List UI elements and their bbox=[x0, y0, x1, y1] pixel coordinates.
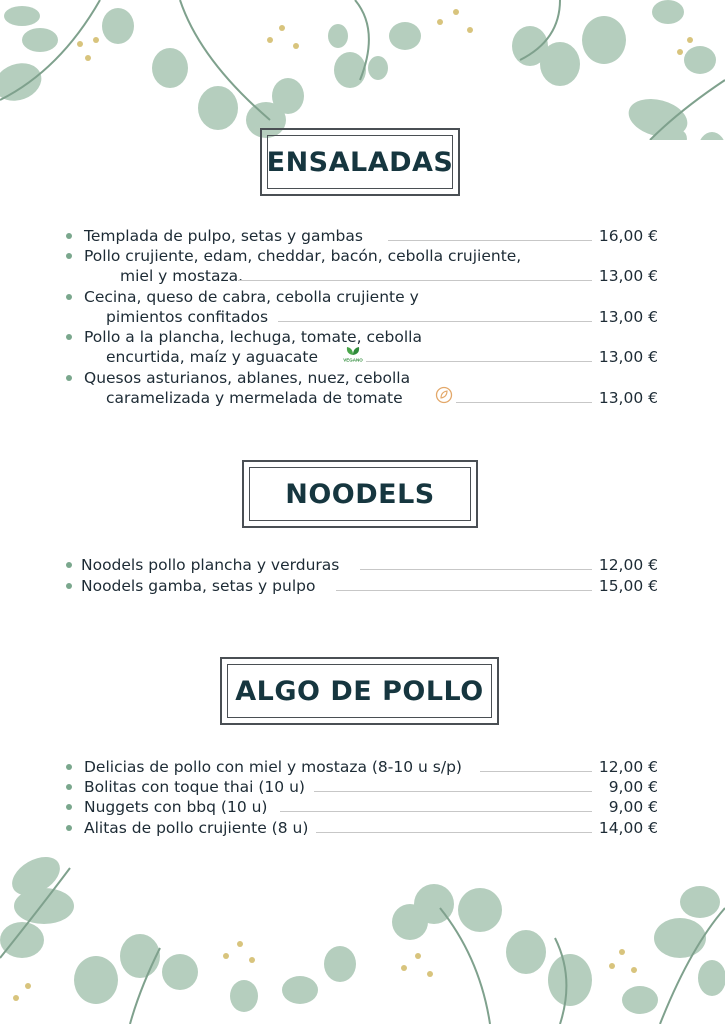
menu-item bbox=[66, 818, 658, 838]
bullet-icon bbox=[66, 764, 72, 770]
bullet-icon bbox=[66, 583, 72, 589]
bullet-icon bbox=[66, 253, 72, 259]
dot-leader bbox=[336, 590, 592, 591]
dot-leader bbox=[316, 832, 592, 833]
eucalyptus-top-decoration bbox=[0, 0, 725, 140]
item-price: 13,00 € bbox=[598, 308, 658, 326]
item-name-continued: caramelizada y mermelada de tomate bbox=[106, 389, 403, 407]
bullet-icon bbox=[66, 825, 72, 831]
eucalyptus-bottom-decoration bbox=[0, 848, 725, 1024]
item-name-continued: encurtida, maíz y aguacate bbox=[106, 348, 319, 366]
menu-item bbox=[66, 327, 658, 367]
item-name-continued: pimientos confitados bbox=[106, 308, 269, 326]
item-name: Alitas de pollo crujiente (8 u) bbox=[84, 819, 309, 837]
dot-leader bbox=[238, 280, 592, 281]
bullet-icon bbox=[66, 375, 72, 381]
bullet-icon bbox=[66, 233, 72, 239]
item-name: Delicias de pollo con miel y mostaza (8-10 u s/p) bbox=[84, 758, 462, 776]
vegano-leaf-icon bbox=[342, 345, 364, 363]
item-name: Quesos asturianos, ablanes, nuez, cebolla bbox=[84, 369, 411, 387]
dot-leader bbox=[366, 361, 592, 362]
item-name: Cecina, queso de cabra, cebolla crujiente y bbox=[84, 288, 419, 306]
item-price: 14,00 € bbox=[598, 819, 658, 837]
section-title-frame-ensaladas bbox=[260, 128, 460, 196]
menu-item bbox=[66, 287, 658, 327]
dot-leader bbox=[456, 402, 592, 403]
menu-item bbox=[66, 555, 658, 575]
item-price: 12,00 € bbox=[598, 758, 658, 776]
item-price: 16,00 € bbox=[598, 227, 658, 245]
section-title: ENSALADAS bbox=[266, 146, 454, 178]
section-title: NOODELS bbox=[285, 478, 435, 510]
section-title-frame-noodels bbox=[242, 460, 478, 528]
menu-item bbox=[66, 368, 658, 408]
menu-item bbox=[66, 576, 658, 596]
bullet-icon bbox=[66, 784, 72, 790]
bullet-icon bbox=[66, 804, 72, 810]
menu-item bbox=[66, 757, 658, 777]
item-price: 15,00 € bbox=[598, 577, 658, 595]
dot-leader bbox=[278, 321, 592, 322]
item-name: Pollo a la plancha, lechuga, tomate, cebolla bbox=[84, 328, 422, 346]
dot-leader bbox=[360, 569, 592, 570]
menu-item bbox=[66, 797, 658, 817]
bullet-icon bbox=[66, 294, 72, 300]
allergen-nuts-icon bbox=[435, 386, 453, 404]
menu-item bbox=[66, 777, 658, 797]
menu-item bbox=[66, 246, 658, 286]
item-name: Bolitas con toque thai (10 u) bbox=[84, 778, 305, 796]
item-price: 13,00 € bbox=[598, 389, 658, 407]
item-name: Nuggets con bbq (10 u) bbox=[84, 798, 268, 816]
menu-item bbox=[66, 226, 658, 246]
item-name: Noodels gamba, setas y pulpo bbox=[81, 577, 316, 595]
item-price: 12,00 € bbox=[598, 556, 658, 574]
item-price: 9,00 € bbox=[608, 798, 658, 816]
dot-leader bbox=[480, 771, 592, 772]
dot-leader bbox=[388, 240, 592, 241]
section-title: ALGO DE POLLO bbox=[235, 675, 484, 707]
section-title-frame-algo-de-pollo bbox=[220, 657, 499, 725]
item-name-continued: miel y mostaza. bbox=[120, 267, 244, 285]
dot-leader bbox=[314, 791, 592, 792]
bullet-icon bbox=[66, 562, 72, 568]
vegano-badge-text: VEGANO bbox=[343, 357, 363, 363]
item-price: 13,00 € bbox=[598, 267, 658, 285]
item-name: Pollo crujiente, edam, cheddar, bacón, cebolla crujiente, bbox=[84, 247, 522, 265]
item-name: Noodels pollo plancha y verduras bbox=[81, 556, 340, 574]
dot-leader bbox=[280, 811, 592, 812]
item-name: Templada de pulpo, setas y gambas bbox=[84, 227, 363, 245]
item-price: 9,00 € bbox=[608, 778, 658, 796]
bullet-icon bbox=[66, 334, 72, 340]
item-price: 13,00 € bbox=[598, 348, 658, 366]
